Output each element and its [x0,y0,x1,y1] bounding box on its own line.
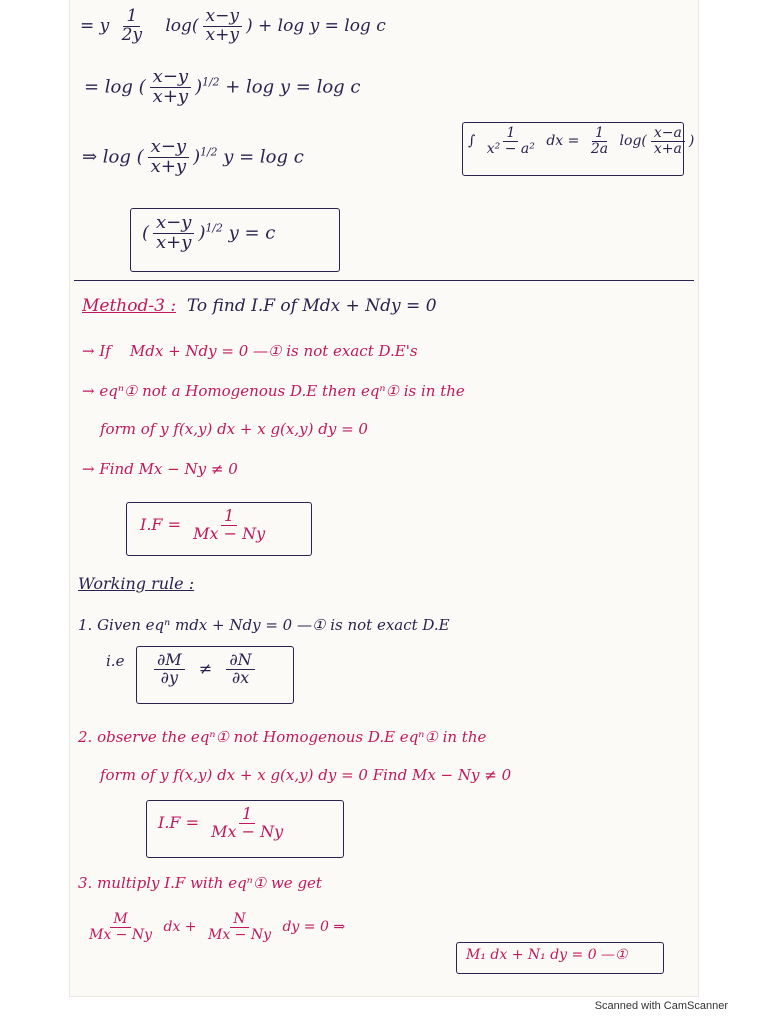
method3-if-num: 1 [221,508,237,526]
l1-fraction-a [119,8,145,45]
l1-post: + log y = log c [258,15,386,36]
section-divider [74,280,694,281]
l2-frac-den: x+y [152,85,189,107]
formula-fraction-c [651,126,685,156]
formula-frac-b-num: 1 [592,126,607,142]
method3-line-1 [82,342,418,360]
step3-result: M₁ dx + N₁ dy = 0 —① [466,947,628,963]
dy-den: ∂y [160,667,178,687]
formula-fraction-a [484,126,538,156]
l1-frac-b-den: x+y [205,24,239,45]
dN-dx-fraction [226,652,254,687]
method3-heading-line [82,296,437,316]
step2-if-fraction [208,806,286,841]
step3-n-den: Mx − Ny [207,926,272,943]
formula-frac-b-den: 2a [590,140,609,157]
method3-title: To find I.F of Mdx + Ndy = 0 [186,296,437,316]
l1-frac-a-num: 1 [123,8,140,27]
working-step-2: 2. observe the eqⁿ① not Homogenous D.E eqⁿ① in the [78,728,487,746]
method3-line-3: form of y f(x,y) dx + x g(x,y) dy = 0 [100,420,368,438]
step2-if-label: I.F = [158,812,199,832]
boxed1-frac-num: x−y [153,214,194,234]
method3-line-4: → Find Mx − Ny ≠ 0 [82,460,238,478]
boxed1-frac-den: x+y [156,231,192,253]
step2-if-formula [158,806,290,841]
boxed1-post: y = c [228,222,276,244]
l3-fraction [148,138,189,177]
step3-n-num: N [230,912,248,928]
step2-if-den: Mx − Ny [211,821,284,841]
not-equal-sign: ≠ [198,658,213,678]
formula-log: log [619,133,642,150]
dN-num: ∂N [226,652,254,670]
method3-if-fraction [190,508,268,543]
formula-fraction-b [588,126,611,156]
boxed1-exponent: 1/2 [205,221,223,235]
dM-dy-fraction [154,652,185,687]
l1-fraction-b [203,8,242,45]
step3-fraction-m [86,912,155,942]
formula-frac-c-num: x−a [651,126,685,142]
l2-post: + log y = log c [225,76,361,98]
method3-if-formula [140,508,272,543]
l2-frac-num: x−y [150,68,191,88]
working-rule-title: Working rule : [78,574,195,593]
working-step-1-condition [106,652,124,670]
method3-l1: Mdx + Ndy = 0 —① is not exact D.E's [129,342,418,360]
step3-fraction-n [205,912,274,942]
equation-line-2: = log ( $\frac{x-y}{x+y}$ )$^{1/2}$ + log y = log c [84,66,361,107]
integral-sign: ∫ [468,133,476,150]
l2-fraction [150,68,191,107]
working-step-2-form: form of y f(x,y) dx + x g(x,y) dy = 0 Find Mx − Ny ≠ 0 [100,766,512,784]
step2-if-num: 1 [239,806,255,824]
formula-mid: dx = [546,133,584,150]
method3-line-2: → eqⁿ① not a Homogenous D.E then eqⁿ① is in the [82,382,465,400]
method3-l1-pre: → If [82,342,111,360]
working-step-1: 1. Given eqⁿ mdx + Ndy = 0 —① is not exact D.E [78,616,450,634]
l3-exponent: 1/2 [200,145,218,159]
l2-pre: = log [84,76,133,98]
l1-frac-b-num: x−y [203,8,242,27]
scanner-watermark: Scanned with CamScanner [594,1000,728,1012]
formula-frac-a-den: x² − a² [486,140,535,157]
step3-m-num: M [110,912,130,928]
l1-pre: = y [80,15,110,36]
step3-post: dy = 0 ⇒ [282,919,346,936]
l1-log: log [165,15,192,36]
equation-line-3: ⇒ log ( $\frac{x-y}{x+y}$ )$^{1/2}$ y = log c [82,136,304,177]
boxed1-fraction [153,214,194,253]
step1-condition-content [150,652,259,687]
integral-formula: ∫ $\frac{1}{\text{x² − a²}}$ dx = $\frac{1}{2a}$ log( $\frac{x-a}{x+a}$ ) [468,125,695,157]
l3-frac-num: x−y [148,138,189,158]
formula-frac-a-num: 1 [503,126,518,142]
boxed-result-1-content: ( $\frac{x-y}{x+y}$ )$^{1/2}$ y = c [142,212,276,253]
method3-heading: Method-3 : [82,296,177,316]
formula-frac-c-den: x+a [653,140,682,157]
method3-if-den: Mx − Ny [193,523,266,543]
l2-exponent: 1/2 [202,75,220,89]
step1-ie: i.e [106,652,125,670]
working-step-3: 3. multiply I.F with eqⁿ① we get [78,874,322,892]
l3-pre: ⇒ log [82,146,131,168]
l3-frac-den: x+y [150,155,187,177]
dM-num: ∂M [154,652,185,670]
l1-frac-a-den: 2y [121,24,143,45]
l3-post: y = log c [223,146,304,168]
dx-den: ∂x [231,667,250,687]
working-step-3-equation [82,912,345,942]
method3-if-label: I.F = [140,514,181,534]
step3-m-den: Mx − Ny [89,926,153,943]
equation-line-1: = y $\frac{1}{2y}$ log( $\frac{x-y}{x+y}$ ) + log y = log c [80,6,386,45]
step3-mid: dx + [163,919,197,936]
notebook-page [70,0,698,996]
